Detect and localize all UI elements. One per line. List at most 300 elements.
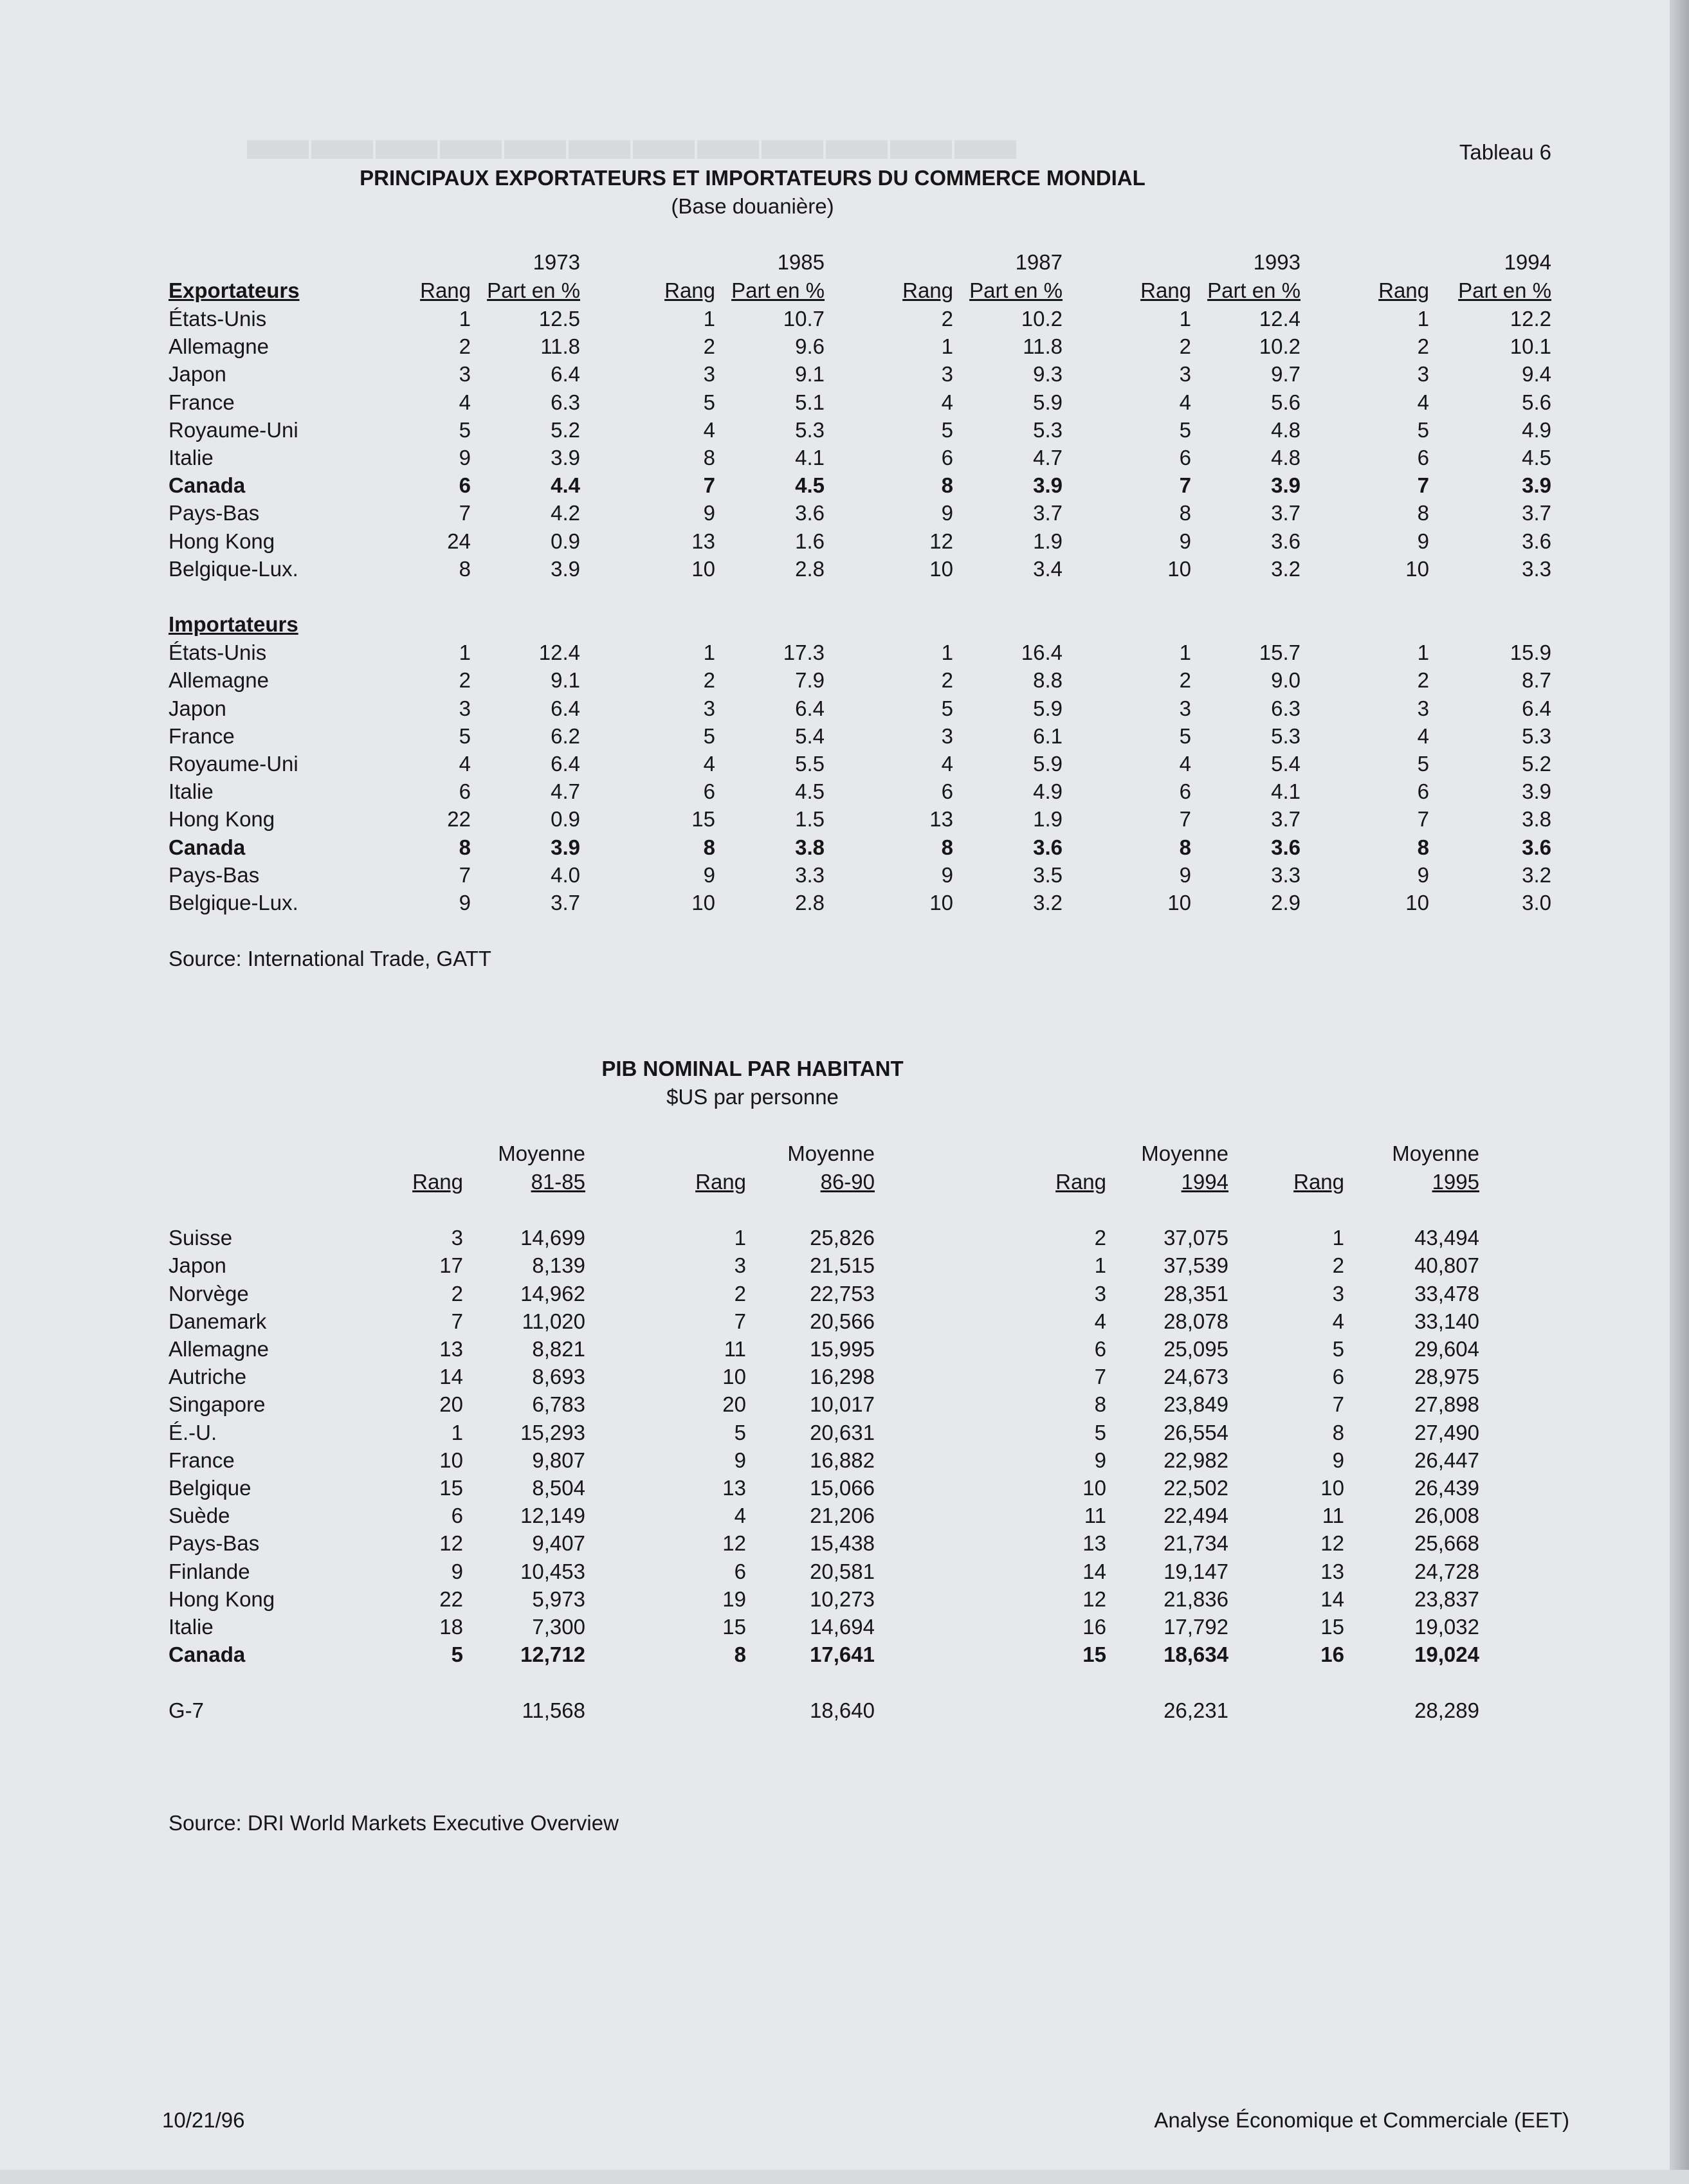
rang-value: 2 (459, 668, 471, 693)
part-value: 5.5 (795, 752, 825, 776)
rang-value: 9 (703, 862, 715, 887)
rang-value: 7 (1417, 807, 1429, 832)
part-value: 3.6 (1033, 835, 1063, 859)
part-value: 5.4 (1271, 752, 1301, 776)
header-rang: Rang (902, 278, 953, 302)
header-rang: Rang (1055, 1170, 1106, 1194)
gdp-value: 24,673 (1164, 1365, 1228, 1389)
country-name: Italie (169, 1615, 214, 1639)
header-moyenne: Moyenne (1141, 1142, 1228, 1165)
rang-value: 4 (459, 752, 471, 776)
rang-value: 9 (1179, 862, 1191, 887)
footer-date: 10/21/96 (162, 2108, 245, 2132)
gdp-value: 26,447 (1414, 1448, 1479, 1472)
rang-value: 6 (941, 779, 953, 804)
part-value: 3.6 (1271, 529, 1301, 553)
rang-value: 2 (1179, 668, 1191, 693)
header-blank (169, 1140, 302, 1168)
rang-value: 3 (941, 362, 953, 387)
header-blank (169, 248, 304, 277)
table-row (169, 332, 1551, 360)
header-years-row (169, 248, 1551, 277)
header-blank (1228, 1140, 1344, 1168)
rang-value: 4 (459, 390, 471, 414)
rang-value: 6 (734, 1559, 746, 1583)
rang-value: 3 (941, 723, 953, 748)
gdp-value: 14,694 (810, 1615, 875, 1639)
table-row (169, 1474, 1479, 1502)
part-value: 10.1 (1510, 334, 1551, 359)
rang-value: 10 (1167, 556, 1191, 581)
table1-subtitle: (Base douanière) (671, 194, 834, 218)
rang-value: 4 (1179, 752, 1191, 776)
spacer (169, 583, 304, 610)
table-row (169, 1613, 1479, 1641)
rang-value: 2 (1332, 1253, 1344, 1278)
rang-value: 3 (734, 1253, 746, 1278)
part-value: 2.9 (1271, 891, 1301, 915)
rang-value: 12 (929, 529, 953, 553)
gdp-value: 19,147 (1164, 1559, 1228, 1583)
rang-value: 4 (703, 752, 715, 776)
part-value: 12.2 (1510, 307, 1551, 331)
rang-value: 3 (1417, 696, 1429, 720)
rang-value: 2 (459, 334, 471, 359)
rang-value: 6 (1094, 1337, 1106, 1361)
part-value: 5.2 (1522, 752, 1551, 776)
part-value: 16.4 (1021, 641, 1063, 665)
rang-value: 1 (459, 641, 471, 665)
gdp-value: 8,139 (532, 1253, 585, 1278)
rang-value: 10 (691, 891, 715, 915)
country-name: É.-U. (169, 1420, 217, 1444)
table-row (169, 722, 1551, 750)
country-name: Belgique-Lux. (169, 556, 298, 581)
rang-value: 3 (451, 1226, 463, 1250)
table-row (169, 1446, 1479, 1474)
rang-value: 6 (1179, 446, 1191, 470)
part-value: 4.1 (1271, 779, 1301, 804)
rang-value: 7 (734, 1309, 746, 1333)
part-value: 3.7 (1522, 501, 1551, 525)
part-value: 3.6 (1271, 835, 1301, 859)
country-name: Italie (169, 446, 214, 470)
part-value: 6.1 (1033, 723, 1063, 748)
country-name: Royaume-Uni (169, 752, 298, 776)
table-row (169, 805, 1551, 833)
rang-value: 6 (703, 779, 715, 804)
table-row (169, 666, 1551, 694)
gdp-value: 21,515 (810, 1253, 875, 1278)
part-value: 3.3 (1522, 556, 1551, 581)
page-edge-right (1670, 0, 1689, 2184)
rang-value: 8 (459, 835, 471, 859)
part-value: 9.6 (795, 334, 825, 359)
table2-title: PIB NOMINAL PAR HABITANT (601, 1057, 904, 1080)
gdp-value: 23,849 (1164, 1392, 1228, 1417)
part-value: 6.4 (1522, 696, 1551, 720)
header-period: 1995 (1432, 1170, 1479, 1194)
rang-value (1228, 1697, 1344, 1724)
rang-value: 19 (722, 1587, 746, 1611)
country-name: Allemagne (169, 334, 269, 359)
rang-value: 9 (703, 501, 715, 525)
gdp-value: 28,289 (1414, 1698, 1479, 1722)
rang-value: 15 (1082, 1643, 1106, 1667)
rang-value: 24 (447, 529, 471, 553)
g7-label: G-7 (169, 1698, 205, 1722)
part-value: 4.8 (1271, 417, 1301, 442)
rang-value: 1 (459, 307, 471, 331)
country-name: Autriche (169, 1365, 247, 1389)
part-value: 4.7 (1033, 446, 1063, 470)
rang-value: 11 (1322, 1504, 1344, 1528)
rang-value: 15 (691, 807, 715, 832)
gdp-value: 22,494 (1164, 1504, 1228, 1528)
part-value: 3.7 (1271, 807, 1301, 832)
rang-value: 3 (1094, 1281, 1106, 1306)
country-name: Japon (169, 1253, 226, 1278)
gdp-value: 12,712 (520, 1643, 585, 1667)
rang-value: 10 (1082, 1476, 1106, 1500)
header-blank (585, 1140, 746, 1168)
rang-value: 6 (1179, 779, 1191, 804)
rang-value: 4 (1417, 390, 1429, 414)
rang-value: 8 (941, 473, 953, 498)
country-name: Royaume-Uni (169, 417, 298, 442)
header-labels-row (169, 277, 1551, 305)
rang-value: 14 (1082, 1559, 1106, 1583)
rang-value: 5 (1179, 723, 1191, 748)
country-name: Italie (169, 779, 214, 804)
rang-value: 7 (1179, 473, 1191, 498)
gdp-value: 11,568 (522, 1698, 585, 1722)
rang-value: 8 (1179, 501, 1191, 525)
part-value: 4.5 (795, 779, 825, 804)
spacer (169, 1668, 302, 1696)
rang-value: 9 (1417, 529, 1429, 553)
part-value: 3.2 (1271, 556, 1301, 581)
country-name: États-Unis (169, 307, 267, 331)
gdp-value: 9,407 (532, 1531, 585, 1556)
rang-value: 14 (1320, 1587, 1344, 1611)
header-rang: Rang (1140, 278, 1191, 302)
table2-subtitle: $US par personne (666, 1085, 839, 1109)
part-value: 10.7 (783, 307, 825, 331)
spacer-row (169, 1668, 1479, 1696)
rang-value: 4 (1332, 1309, 1344, 1333)
header-year: 1973 (533, 250, 580, 274)
gdp-value: 22,502 (1164, 1476, 1228, 1500)
rang-value: 22 (439, 1587, 463, 1611)
gdp-value: 21,734 (1164, 1531, 1228, 1556)
header-blank (875, 1140, 1106, 1168)
gdp-value: 15,293 (520, 1420, 585, 1444)
gdp-value: 10,017 (810, 1392, 875, 1417)
rang-value: 10 (929, 556, 953, 581)
part-value: 4.7 (551, 779, 580, 804)
gdp-value: 29,604 (1414, 1337, 1479, 1361)
table-row (169, 1502, 1479, 1529)
header-part: Part en % (487, 278, 580, 302)
rang-value: 11 (724, 1337, 746, 1361)
rang-value: 8 (1179, 835, 1191, 859)
part-value: 4.9 (1522, 417, 1551, 442)
rang-value: 12 (439, 1531, 463, 1556)
part-value: 9.4 (1522, 362, 1551, 387)
rang-value: 7 (1179, 807, 1191, 832)
part-value: 3.0 (1522, 891, 1551, 915)
part-value: 12.5 (538, 307, 580, 331)
part-value: 9.1 (795, 362, 825, 387)
rang-value: 3 (459, 362, 471, 387)
part-value: 3.9 (1033, 473, 1063, 498)
rang-value: 2 (941, 307, 953, 331)
part-value: 5.3 (1033, 417, 1063, 442)
rang-value: 1 (1094, 1253, 1106, 1278)
part-value: 5.1 (795, 390, 825, 414)
gdp-value: 12,149 (520, 1504, 585, 1528)
rang-value: 10 (1320, 1476, 1344, 1500)
gdp-value: 8,821 (532, 1337, 585, 1361)
rang-value: 5 (941, 696, 953, 720)
table-row (169, 1280, 1479, 1307)
footer-org: Analyse Économique et Commerciale (EET) (1154, 2108, 1569, 2132)
rang-value: 3 (1179, 362, 1191, 387)
header-blank (1301, 248, 1429, 277)
rang-value: 17 (439, 1253, 463, 1278)
table-row (169, 1558, 1479, 1585)
table-row (169, 1363, 1479, 1390)
rang-value: 6 (1417, 779, 1429, 804)
rang-value: 4 (1179, 390, 1191, 414)
part-value: 1.9 (1033, 807, 1063, 832)
header-part: Part en % (1207, 278, 1301, 302)
rang-value: 13 (691, 529, 715, 553)
gdp-value: 33,140 (1414, 1309, 1479, 1333)
table-row (169, 861, 1551, 889)
g7-row (169, 1697, 1479, 1724)
rang-value: 8 (459, 556, 471, 581)
part-value: 3.7 (1033, 501, 1063, 525)
gdp-value: 33,478 (1414, 1281, 1479, 1306)
rang-value: 9 (941, 862, 953, 887)
header-year: 1993 (1253, 250, 1301, 274)
rang-value: 13 (439, 1337, 463, 1361)
rang-value: 7 (451, 1309, 463, 1333)
gdp-value: 28,078 (1164, 1309, 1228, 1333)
gdp-value: 26,554 (1164, 1420, 1228, 1444)
rang-value: 13 (1082, 1531, 1106, 1556)
table-row (169, 1419, 1479, 1446)
table-row (169, 360, 1551, 388)
rang-value: 5 (703, 390, 715, 414)
rang-value: 20 (722, 1392, 746, 1417)
rang-value: 1 (941, 641, 953, 665)
part-value: 3.7 (551, 891, 580, 915)
part-value: 11.8 (540, 334, 580, 359)
table-row (169, 527, 1551, 555)
part-value: 8.7 (1522, 668, 1551, 693)
importateurs-label-row (169, 610, 1551, 639)
rang-value: 9 (459, 891, 471, 915)
rang-value: 7 (459, 862, 471, 887)
part-value: 3.9 (1522, 779, 1551, 804)
part-value: 15.7 (1259, 641, 1301, 665)
rang-value: 1 (1417, 641, 1429, 665)
rang-value: 3 (459, 696, 471, 720)
section-label: Importateurs (169, 612, 298, 637)
part-value: 17.3 (783, 641, 825, 665)
header-part: Part en % (1458, 278, 1551, 302)
rang-value: 8 (1417, 501, 1429, 525)
country-name: Allemagne (169, 668, 269, 693)
table-row (169, 555, 1551, 583)
table-row (169, 1641, 1479, 1668)
rang-value: 10 (1167, 891, 1191, 915)
gdp-value: 28,975 (1414, 1365, 1479, 1389)
table-row (169, 305, 1551, 332)
rang-value: 8 (941, 835, 953, 859)
part-value: 6.4 (551, 752, 580, 776)
part-value: 9.7 (1271, 362, 1301, 387)
rang-value: 4 (734, 1504, 746, 1528)
part-value: 9.3 (1033, 362, 1063, 387)
gdp-value: 22,753 (810, 1281, 875, 1306)
rang-value: 4 (941, 752, 953, 776)
rang-value: 5 (734, 1420, 746, 1444)
country-name: Norvège (169, 1281, 249, 1306)
table-row (169, 1585, 1479, 1613)
part-value: 6.4 (551, 696, 580, 720)
rang-value: 1 (1417, 307, 1429, 331)
gdp-value: 16,298 (810, 1365, 875, 1389)
part-value: 5.2 (551, 417, 580, 442)
rang-value: 3 (1179, 696, 1191, 720)
rang-value: 4 (1417, 723, 1429, 748)
rang-value: 12 (722, 1531, 746, 1556)
part-value: 6.4 (551, 362, 580, 387)
part-value: 3.9 (551, 835, 580, 859)
part-value: 3.6 (795, 501, 825, 525)
rang-value: 7 (1417, 473, 1429, 498)
country-name: Suède (169, 1504, 230, 1528)
rang-value: 10 (1405, 891, 1429, 915)
table-row (169, 1307, 1479, 1335)
rang-value: 2 (734, 1281, 746, 1306)
gdp-value: 19,024 (1414, 1643, 1479, 1667)
header-moyenne: Moyenne (1392, 1142, 1479, 1165)
part-value: 1.6 (795, 529, 825, 553)
header-period: 86-90 (820, 1170, 875, 1194)
part-value: 3.9 (1522, 473, 1551, 498)
part-value: 5.6 (1522, 390, 1551, 414)
part-value: 5.3 (1522, 723, 1551, 748)
table-row (169, 388, 1551, 416)
table-row (169, 499, 1551, 527)
rang-value: 4 (941, 390, 953, 414)
rang-value: 1 (941, 334, 953, 359)
rang-value: 15 (439, 1476, 463, 1500)
spacer (169, 1196, 302, 1224)
part-value: 5.9 (1033, 390, 1063, 414)
gdp-value: 8,693 (532, 1365, 585, 1389)
rang-value: 10 (1405, 556, 1429, 581)
table-row (169, 833, 1551, 861)
table-row (169, 1224, 1479, 1251)
gdp-value: 18,634 (1164, 1643, 1228, 1667)
gdp-value: 37,539 (1164, 1253, 1228, 1278)
table-row (169, 695, 1551, 722)
header-rang: Rang (695, 1170, 746, 1194)
tableau-label: Tableau 6 (1459, 140, 1551, 164)
rang-value: 5 (1332, 1337, 1344, 1361)
header-blank (304, 248, 471, 277)
gdp-value: 26,231 (1164, 1698, 1228, 1722)
rang-value: 12 (1320, 1531, 1344, 1556)
header-part: Part en % (969, 278, 1063, 302)
gdp-value: 14,699 (520, 1226, 585, 1250)
rang-value (585, 1697, 746, 1724)
gdp-value: 15,066 (810, 1476, 875, 1500)
country-name: Hong Kong (169, 529, 275, 553)
header-rang: Rang (1293, 1170, 1344, 1194)
gdp-value: 26,439 (1414, 1476, 1479, 1500)
rang-value: 6 (459, 779, 471, 804)
rang-value: 16 (1082, 1615, 1106, 1639)
country-name: France (169, 723, 235, 748)
country-name: Pays-Bas (169, 1531, 260, 1556)
spacer-row (169, 583, 1551, 610)
rang-value: 5 (459, 723, 471, 748)
table-row (169, 471, 1551, 499)
rang-value: 14 (439, 1365, 463, 1389)
part-value: 3.9 (1271, 473, 1301, 498)
rang-value: 6 (459, 473, 471, 498)
rang-value: 5 (451, 1643, 463, 1667)
rang-value: 9 (1179, 529, 1191, 553)
country-name: Canada (169, 1643, 246, 1667)
part-value: 5.9 (1033, 752, 1063, 776)
part-value: 4.9 (1033, 779, 1063, 804)
rang-value: 7 (703, 473, 715, 498)
part-value: 3.6 (1522, 835, 1551, 859)
part-value: 3.7 (1271, 501, 1301, 525)
rang-value: 5 (703, 723, 715, 748)
part-value: 2.8 (795, 556, 825, 581)
part-value: 5.4 (795, 723, 825, 748)
table-row (169, 444, 1551, 471)
rang-value: 1 (1179, 307, 1191, 331)
rang-value: 1 (734, 1226, 746, 1250)
rang-value: 13 (929, 807, 953, 832)
rang-value: 8 (734, 1643, 746, 1667)
table-row (169, 1390, 1479, 1418)
gdp-value: 15,438 (810, 1531, 875, 1556)
rang-value: 13 (722, 1476, 746, 1500)
gdp-value: 15,995 (810, 1337, 875, 1361)
part-value: 9.1 (551, 668, 580, 693)
gdp-value: 37,075 (1164, 1226, 1228, 1250)
rang-value: 5 (941, 417, 953, 442)
gdp-value: 16,882 (810, 1448, 875, 1472)
rang-value: 9 (941, 501, 953, 525)
table1-source: Source: International Trade, GATT (169, 947, 491, 970)
part-value: 0.9 (551, 807, 580, 832)
rang-value (875, 1697, 1106, 1724)
country-name: Hong Kong (169, 1587, 275, 1611)
country-name: Japon (169, 362, 226, 387)
